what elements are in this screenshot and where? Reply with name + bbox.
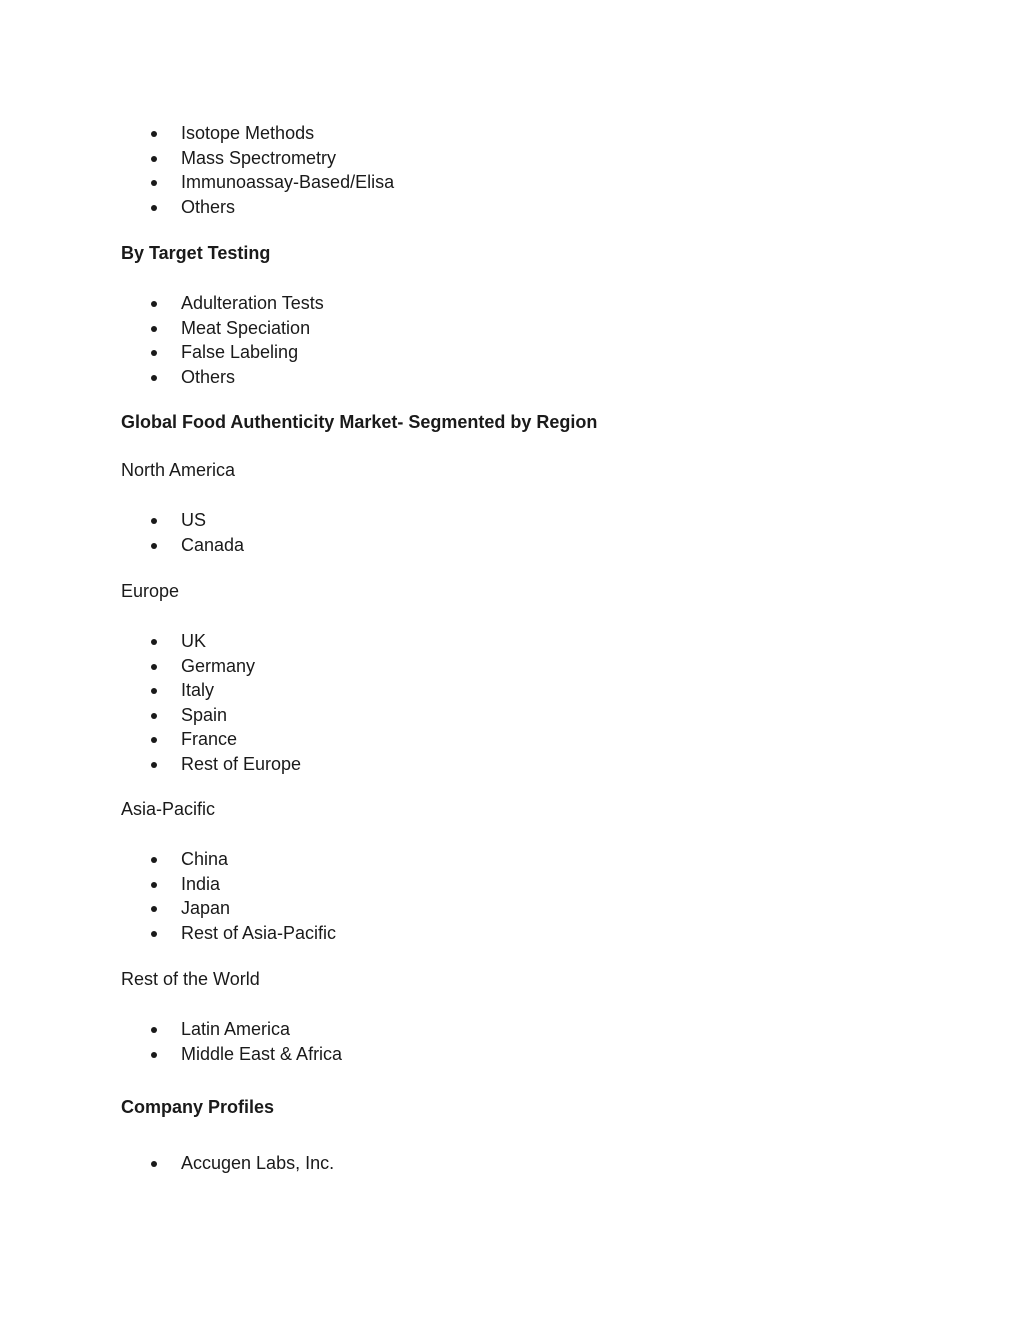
list-item: Middle East & Africa [121,1042,342,1067]
company-profiles-list [121,1151,334,1176]
list-item: Rest of Europe [121,752,301,777]
list-item: Others [121,195,394,220]
asia-pacific-label: Asia-Pacific [121,799,216,819]
rest-of-world-list [121,1017,342,1066]
bullet-icon [151,688,157,694]
bullet-icon [151,713,157,719]
list-item: India [121,872,336,897]
bullet-icon [151,156,157,162]
europe-list [121,629,301,776]
list-item: Latin America [121,1017,342,1042]
bullet-icon [151,350,157,356]
asia-pacific-list [121,847,336,945]
bullet-icon [151,1052,157,1058]
list-item: Mass Spectrometry [121,146,394,171]
list-item: France [121,727,301,752]
bullet-icon [151,857,157,863]
list-item: Immunoassay-Based/Elisa [121,170,394,195]
bullet-icon [151,882,157,888]
list-item: Accugen Labs, Inc. [121,1151,334,1176]
bullet-icon [151,375,157,381]
method-list [121,121,394,219]
list-item: UK [121,629,301,654]
bullet-icon [151,131,157,137]
bullet-icon [151,906,157,912]
bullet-icon [151,639,157,645]
list-item: Canada [121,533,244,558]
list-item: US [121,508,244,533]
bullet-icon [151,518,157,524]
list-item: Isotope Methods [121,121,394,146]
bullet-icon [151,180,157,186]
list-item: Japan [121,896,336,921]
north-america-label: North America [121,460,236,480]
list-item: Adulteration Tests [121,291,324,316]
list-item: Rest of Asia-Pacific [121,921,336,946]
bullet-icon [151,205,157,211]
list-item: Meat Speciation [121,316,324,341]
europe-label: Europe [121,581,180,601]
bullet-icon [151,1027,157,1033]
list-item: False Labeling [121,340,324,365]
region-section-heading: Global Food Authenticity Market- Segmented by Region [121,412,598,432]
list-item: China [121,847,336,872]
bullet-icon [151,664,157,670]
list-item: Others [121,365,324,390]
list-item: Spain [121,703,301,728]
list-item: Germany [121,654,301,679]
company-profiles-heading: Company Profiles [121,1097,275,1117]
bullet-icon [151,737,157,743]
bullet-icon [151,301,157,307]
bullet-icon [151,762,157,768]
list-item: Italy [121,678,301,703]
bullet-icon [151,1161,157,1167]
bullet-icon [151,931,157,937]
north-america-list [121,508,244,557]
bullet-icon [151,543,157,549]
target-testing-heading: By Target Testing [121,243,271,263]
rest-of-world-label: Rest of the World [121,969,260,989]
bullet-icon [151,326,157,332]
target-testing-list [121,291,324,389]
